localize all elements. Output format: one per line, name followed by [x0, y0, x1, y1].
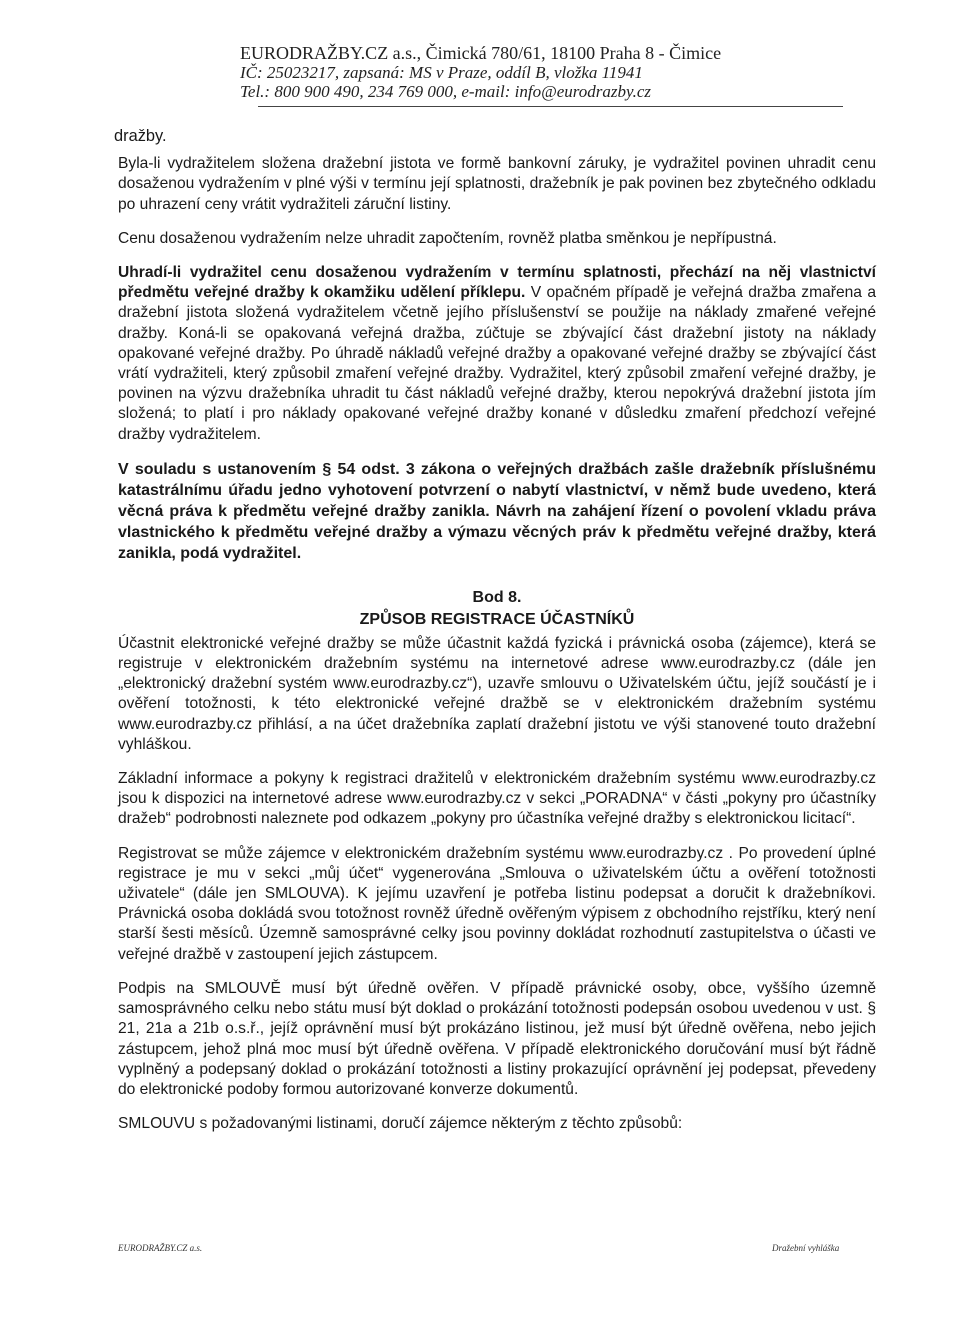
- header-divider: [258, 106, 843, 107]
- document-body: [114, 126, 876, 1148]
- letterhead-contact: Tel.: 800 900 490, 234 769 000, e-mail: info@eurodrazby.cz: [240, 82, 652, 101]
- paragraph-bank-guarantee: Byla-li vydražitelem složena dražební jistota ve formě bankovní záruky, je vydražitel povinen uhradit cenu dosaženou vydražením v plné výši v termínu její splatnosti, dražebník je pak povinen bez zbytečného odkladu po uhrazení ceny vrátit vydražiteli záruční listiny.: [118, 155, 876, 213]
- paragraph-ownership-transfer: [118, 263, 876, 445]
- letterhead-registration: IČ: 25023217, zapsaná: MS v Praze, oddíl B, vložka 11941: [240, 63, 643, 82]
- paragraph-registration-process: Registrovat se může zájemce v elektronickém dražebním systému www.eurodrazby.cz . Po provedení úplné registrace je mu v sekci „můj účet“ vygenerována „Smlouva o uživatelském účtu a ověření totožnosti uživatele“ (dále jen SMLOUVA). K jejímu uzavření je potřeba listinu podepsat a doručit k dražebníkovi. Právnická osoba dokládá svou totožnost rovněž úředně ověřeným výpisem z obchodního rejstříku, který není starší šesti měsíců. Územně samosprávné celky jsou povinny dokládat rozhodnutí zastupitelstva o účasti ve veřejné dražbě v zastoupení jejich zástupcem.: [118, 844, 876, 963]
- section-number: Bod 8.: [472, 588, 522, 606]
- paragraph-delivery-methods: SMLOUVU s požadovanými listinami, doručí zájemce některým z těchto způsobů:: [118, 1115, 683, 1133]
- section-title: ZPŮSOB REGISTRACE ÚČASTNÍKŮ: [359, 610, 635, 628]
- paragraph-signature-verification: Podpis na SMLOUVĚ musí být úředně ověřen. V případě právnické osoby, obce, vyššího územně samosprávného celku nebo státu musí být doklad o prokázání totožnosti podepsán osobou uvedenou v ust. § 21, 21a a 21b o.s.ř., jejíž oprávnění musí být prokázáno listinou, jež musí být úředně ověřena, nebo jejich zástupcem, jehož plná moc musí být úředně ověřena. V případě elektronického doručování musí být řádně vyplněný a podepsaný doklad o prokázání totožnosti a listiny prokazující oprávnění jej podepsat, převedeny do elektronické podoby formou autorizované konverze dokumentů.: [118, 979, 876, 1098]
- footer-document-title: Dražební vyhláška: [772, 1243, 840, 1253]
- paragraph-registration-info: Základní informace a pokyny k registraci dražitelů v elektronickém dražebním systému www.eurodrazby.cz jsou k dispozici na internetové adrese www.eurodrazby.cz v sekci „PORADNA“ v části „pokyny pro účastníky dražeb“ podrobnosti naleznete pod odkazem „pokyny pro účastníka veřejné dražby s elektronickou licitací“.: [118, 770, 876, 828]
- letterhead-company: EURODRAŽBY.CZ a.s., Čimická 780/61, 18100 Praha 8 - Čimice: [240, 43, 722, 63]
- letterhead: [240, 44, 840, 101]
- ownership-transfer-rest: V opačném případě je veřejná dražba zmařena a dražební jistota složená vydražitelem včetně jejího příslušenství se použije na náklady zmařené veřejné dražby. Koná-li se opakovaná veřejná dražba, zúčtuje se zbývající část dražební jistoty na náklady opakované veřejné dražby. Po úhradě nákladů veřejné dražby a opakované veřejné dražby se zbývající část vrátí vydražiteli, který způsobil zmaření veřejné dražby. Vydražitel, který způsobil zmaření veřejné dražby, je povinen na výzvu dražebníka uhradit tu část nákladů veřejné dražby, kterou nepokrývá dražební jistota jím složená; to platí i pro náklady opakované veřejné dražby konané v důsledku zmaření předchozí veřejné dražby vydražitelem.: [118, 284, 876, 443]
- ownership-transfer-emphasis: Uhradí-li vydražitel cenu dosaženou vydražením v termínu splatnosti, přechází na něj vlastnictví předmětu veřejné dražby k okamžiku udělení příklepu.: [118, 264, 876, 302]
- continuation-text: dražby.: [114, 127, 167, 145]
- paragraph-participation: Účastnit elektronické veřejné dražby se může účastnit každá fyzická i právnická osoba (zájemce), která se registruje v elektronickém dražebním systému na internetové adrese www.eurodrazby.cz (dále jen „elektronický dražební systém www.eurodrazby.cz“), uzavře smlouvu o Uživatelském účtu, jejíž součástí je i ověření totožnosti, k této elektronické veřejné dražbě se v elektronickém dražebním systému www.eurodrazby.cz přihlásí, a na účet dražebníka zaplatí dražební jistotu ve výši stanovené touto dražební vyhláškou.: [118, 634, 876, 753]
- paragraph-cadastral-notice: V souladu s ustanovením § 54 odst. 3 zákona o veřejných dražbách zašle dražebník příslušnému katastrálnímu úřadu jedno vyhotovení potvrzení o nabytí vlastnictví, v němž bude uvedeno, která věcná práva k předmětu veřejné dražby zanikla. Návrh na zahájení řízení o povolení vkladu práva vlastnického k předmětu veřejné dražby a výmazu věcných práv k předmětu veřejné dražby, která zanikla, podá vydražitel.: [118, 460, 876, 562]
- footer-company: EURODRAŽBY.CZ a.s.: [118, 1243, 203, 1253]
- paragraph-payment-restriction: Cenu dosaženou vydražením nelze uhradit započtením, rovněž platba směnkou je nepřípustná.: [118, 229, 777, 247]
